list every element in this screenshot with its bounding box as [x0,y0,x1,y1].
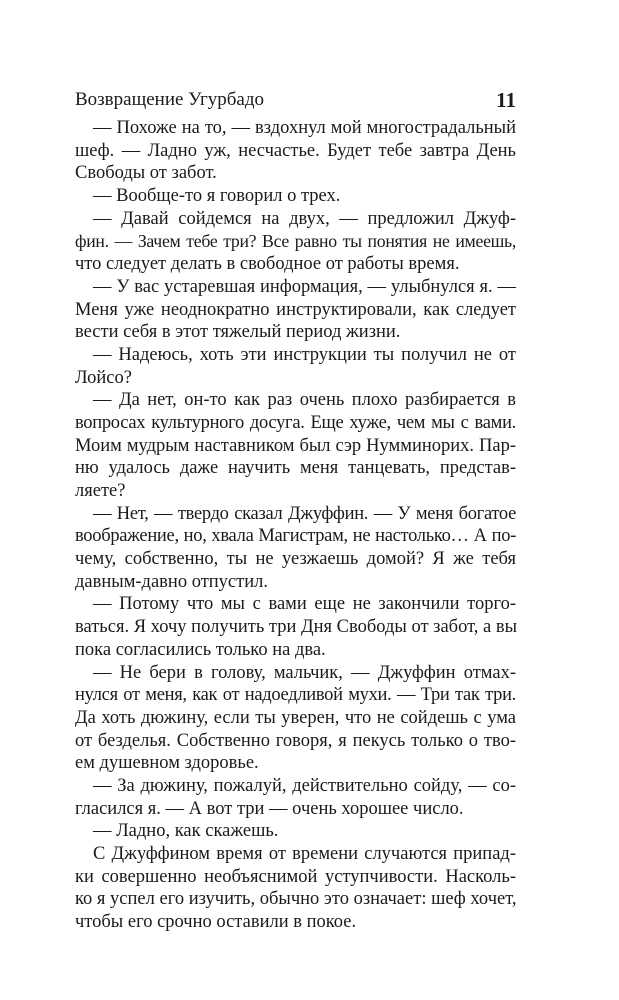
text-line: — Похоже на то, — вздохнул мой многострадальный [93,118,516,138]
text-line: ко я успел его изучить, обычно это означает: шеф хочет, [75,889,517,910]
text-line: от безделья. Собственно говоря, я пекусь только о тво- [75,730,516,751]
text-line: что следует делать в свободное от работы время. [75,254,460,275]
text-line: вопросах культурного досуга. Еще хуже, чем мы с вами. [75,412,516,433]
text-line: ем душевном здоровье. [75,753,259,774]
text-line: шеф. — Ладно уж, несчастье. Будет тебе завтра День [75,140,516,161]
text-line: — Вообще-то я говорил о трех. [93,186,341,207]
text-line: — За дюжину, пожалуй, действительно сойду, — со- [93,775,516,796]
text-line: ню удалось даже научить меня танцевать, представ- [75,458,516,479]
text-line: Моим мудрым наставником был сэр Нумминорих. Пар- [75,435,516,456]
text-line: ляете? [75,481,126,501]
text-line: — Давай сойдемся на двух, — предложил Джуф- [93,208,516,229]
text-line: чтобы его срочно оставили в покое. [75,912,357,933]
text-line: воображение, но, хвала Магистрам, не настолько… А по- [75,526,516,547]
text-line: — Да нет, он-то как раз очень плохо разбирается в [93,390,516,411]
text-line: — Нет, — твердо сказал Джуффин. — У меня богатое [93,503,516,524]
text-line: фин. — Зачем тебе три? Все равно ты понятия не имеешь, [75,231,516,252]
text-line: нулся от меня, как от надоедливой мухи. — Три так три. [75,685,516,706]
text-line: чему, собственно, ты не уезжаешь домой? Я же тебя [75,549,516,570]
text-line: Меня уже неоднократно инструктировали, как следует [75,299,516,320]
text-line: давным-давно отпустил. [75,571,268,592]
text-line: вести себя в этот тяжелый период жизни. [75,322,401,343]
text-line: Свободы от забот. [75,163,217,184]
text-line: — Надеюсь, хоть эти инструкции ты получил не от [93,344,516,365]
running-title: Возвращение Угурбадо [75,89,265,110]
text-line: пока согласились только на два. [75,639,326,660]
text-line: — Не бери в голову, мальчик, — Джуффин отмах- [93,662,516,683]
body-text [75,117,516,934]
text-line: ваться. Я хочу получить три Дня Свободы от забот, а вы [75,617,518,638]
page-number: 11 [496,88,516,112]
text-line: ки совершенно необъяснимой уступчивости. Насколь- [75,866,516,887]
text-line: — Ладно, как скажешь. [93,821,279,842]
text-line: гласился я. — А вот три — очень хорошее число. [75,798,464,819]
text-line: С Джуффином время от времени случаются припад- [93,844,516,864]
text-line: Лойсо? [75,367,132,388]
text-line: — Потому что мы с вами еще не закончили торго- [93,594,516,615]
text-line: Да хоть дюжину, если ты уверен, что не сойдешь с ума [75,707,516,728]
page-header [75,84,516,116]
text-line: — У вас устаревшая информация, — улыбнулся я. — [93,276,516,297]
